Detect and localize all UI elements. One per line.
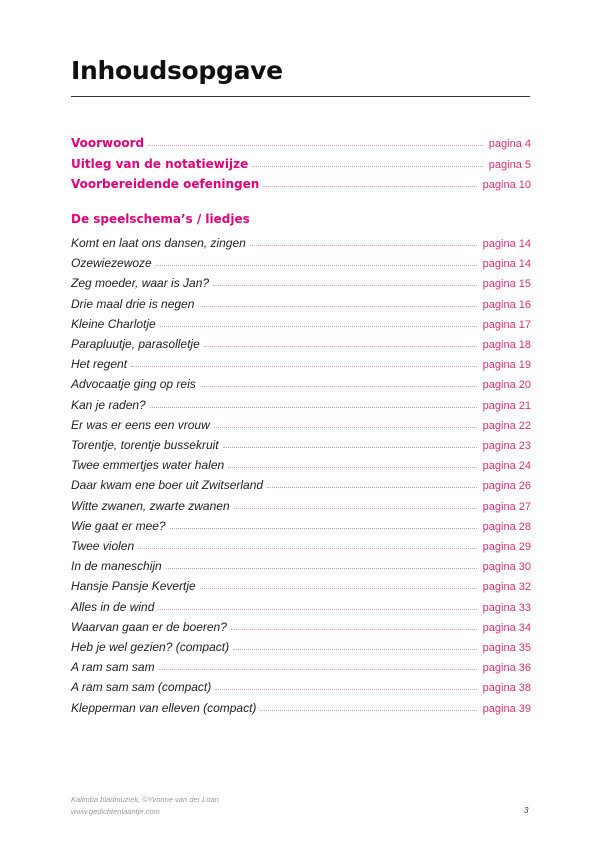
song-entry bbox=[71, 577, 531, 593]
entry-title: Komt en laat ons dansen, zingen bbox=[71, 236, 246, 250]
page-number: 3 bbox=[524, 806, 529, 815]
entry-title: Voorwoord bbox=[71, 136, 145, 150]
entry-page-ref: pagina 28 bbox=[482, 520, 531, 533]
dot-leader bbox=[215, 689, 476, 690]
intro-entry bbox=[71, 134, 531, 150]
dot-leader bbox=[148, 145, 483, 146]
dot-leader bbox=[156, 265, 477, 266]
entry-title: Kleine Charlotje bbox=[71, 316, 156, 331]
entry-page-ref: pagina 4 bbox=[488, 138, 531, 150]
song-entry bbox=[71, 254, 531, 270]
intro-entry bbox=[71, 175, 531, 191]
dot-leader bbox=[228, 467, 477, 468]
dot-leader bbox=[200, 386, 477, 387]
song-entry bbox=[71, 375, 531, 391]
song-entry bbox=[71, 315, 531, 331]
entry-title: Twee violen bbox=[71, 539, 135, 553]
song-entry bbox=[71, 436, 531, 452]
entry-page-ref: pagina 14 bbox=[482, 258, 531, 271]
song-entry bbox=[71, 598, 531, 614]
dot-leader bbox=[170, 528, 477, 529]
entry-page-ref: pagina 23 bbox=[482, 440, 531, 452]
entry-page-ref: pagina 27 bbox=[482, 500, 531, 513]
entry-title: Drie maal drie is negen bbox=[71, 296, 195, 311]
dot-leader bbox=[138, 548, 477, 549]
song-entry bbox=[71, 416, 531, 432]
song-entry bbox=[71, 396, 531, 412]
dot-leader bbox=[214, 427, 477, 428]
song-entry bbox=[71, 335, 531, 351]
entry-page-ref: pagina 10 bbox=[482, 179, 531, 191]
entry-title: Het regent bbox=[71, 357, 128, 372]
dot-leader bbox=[250, 245, 477, 246]
entry-page-ref: pagina 36 bbox=[482, 662, 531, 675]
song-entry bbox=[71, 274, 531, 290]
footer bbox=[71, 794, 219, 818]
dot-leader bbox=[200, 588, 477, 589]
entry-page-ref: pagina 17 bbox=[482, 318, 531, 331]
song-entry bbox=[71, 618, 531, 634]
entry-page-ref: pagina 24 bbox=[482, 460, 531, 473]
entry-page-ref: pagina 16 bbox=[482, 298, 531, 311]
entry-page-ref: pagina 18 bbox=[482, 339, 531, 351]
entry-title: Daar kwam ene boer uit Zwitserland bbox=[71, 478, 264, 493]
dot-leader bbox=[252, 166, 483, 167]
song-entry bbox=[71, 699, 531, 715]
entry-title: Kan je raden? bbox=[71, 397, 146, 412]
entry-page-ref: pagina 19 bbox=[482, 359, 531, 372]
dot-leader bbox=[160, 326, 477, 327]
song-entry bbox=[71, 476, 531, 492]
entry-title: Torentje, torentje bussekruit bbox=[71, 438, 219, 452]
entry-title: In de maneschijn bbox=[71, 559, 162, 574]
dot-leader bbox=[150, 407, 477, 408]
dot-leader bbox=[166, 568, 477, 569]
song-entry bbox=[71, 638, 531, 654]
song-entry bbox=[71, 456, 531, 472]
entry-page-ref: pagina 5 bbox=[488, 158, 531, 171]
section-heading: De speelschema’s / liedjes bbox=[71, 212, 250, 226]
entry-title: A ram sam sam (compact) bbox=[71, 680, 212, 695]
entry-title: Zeg moeder, waar is Jan? bbox=[71, 276, 210, 291]
entry-page-ref: pagina 33 bbox=[482, 601, 531, 614]
entry-page-ref: pagina 14 bbox=[482, 238, 531, 250]
entry-title: Alles in de wind bbox=[71, 599, 155, 614]
dot-leader bbox=[131, 366, 477, 367]
entry-page-ref: pagina 39 bbox=[482, 702, 531, 715]
dot-leader bbox=[159, 669, 477, 670]
entry-title: Waarvan gaan er de boeren? bbox=[71, 619, 227, 634]
entry-page-ref: pagina 21 bbox=[482, 399, 531, 412]
footer-website: www.gedichtenlaantje.com bbox=[71, 807, 160, 816]
page-title: Inhoudsopgave bbox=[71, 56, 283, 85]
footer-copyright: Kalimba bladmuziek, ©Yvonne van der Loan bbox=[71, 795, 219, 804]
song-entry bbox=[71, 537, 531, 553]
entry-page-ref: pagina 26 bbox=[482, 480, 531, 493]
entry-title: Er was er eens een vrouw bbox=[71, 417, 210, 432]
song-entry bbox=[71, 557, 531, 573]
entry-title: Twee emmertjes water halen bbox=[71, 458, 225, 473]
entry-title: Voorbereidende oefeningen bbox=[71, 177, 260, 191]
entry-title: Advocaatje ging op reis bbox=[71, 377, 196, 392]
entry-title: Klepperman van elleven (compact) bbox=[71, 700, 257, 715]
dot-leader bbox=[231, 629, 477, 630]
song-entry bbox=[71, 658, 531, 674]
dot-leader bbox=[213, 285, 477, 286]
title-divider bbox=[71, 96, 530, 97]
dot-leader bbox=[263, 186, 476, 187]
intro-entry bbox=[71, 155, 531, 171]
song-entry bbox=[71, 517, 531, 533]
song-entry bbox=[71, 234, 531, 250]
dot-leader bbox=[234, 508, 477, 509]
entry-page-ref: pagina 22 bbox=[482, 419, 531, 432]
dot-leader bbox=[233, 649, 477, 650]
entry-title: Wie gaat er mee? bbox=[71, 518, 166, 533]
entry-title: Hansje Pansje Kevertje bbox=[71, 579, 196, 594]
entry-page-ref: pagina 34 bbox=[482, 621, 531, 634]
entry-title: Witte zwanen, zwarte zwanen bbox=[71, 498, 230, 513]
entry-page-ref: pagina 30 bbox=[482, 561, 531, 574]
dot-leader bbox=[223, 447, 477, 448]
dot-leader bbox=[260, 710, 476, 711]
song-entry bbox=[71, 497, 531, 513]
song-entry bbox=[71, 355, 531, 371]
dot-leader bbox=[204, 346, 477, 347]
dot-leader bbox=[158, 609, 476, 610]
song-entry bbox=[71, 678, 531, 694]
entry-title: Parapluutje, parasolletje bbox=[71, 337, 200, 351]
dot-leader bbox=[198, 306, 476, 307]
entry-page-ref: pagina 20 bbox=[482, 379, 531, 392]
entry-page-ref: pagina 15 bbox=[482, 278, 531, 291]
entry-page-ref: pagina 35 bbox=[482, 642, 531, 654]
entry-page-ref: pagina 29 bbox=[482, 541, 531, 553]
entry-title: Uitleg van de notatiewijze bbox=[71, 156, 249, 171]
dot-leader bbox=[267, 487, 477, 488]
entry-title: A ram sam sam bbox=[71, 660, 155, 675]
entry-title: Heb je wel gezien? (compact) bbox=[71, 640, 230, 654]
song-entry bbox=[71, 295, 531, 311]
entry-page-ref: pagina 38 bbox=[482, 682, 531, 695]
entry-page-ref: pagina 32 bbox=[482, 581, 531, 594]
entry-title: Ozewiezewoze bbox=[71, 256, 152, 271]
